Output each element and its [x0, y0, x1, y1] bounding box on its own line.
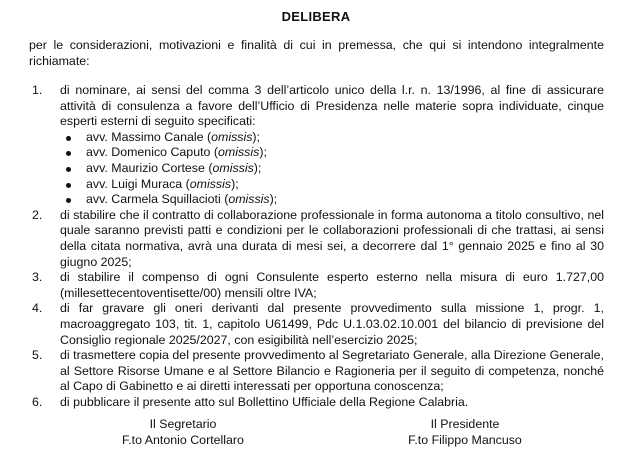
paren-open: (: [220, 192, 229, 207]
list-item: [29, 208, 604, 270]
intro-paragraph: per le considerazioni, motivazioni e finalità di cui in premessa, che qui si intendono integralmente richiamate:: [29, 38, 604, 68]
expert-item: [60, 161, 604, 177]
signature-secretary: [98, 416, 268, 448]
paren-close: );: [231, 176, 239, 191]
expert-list: [60, 130, 604, 208]
expert-item: [60, 192, 604, 208]
omissis-text: omissis: [218, 145, 260, 160]
item-text: di nominare, ai sensi del comma 3 dell’articolo unico della l.r. n. 13/1996, al fine di assicurare attività di consulenza a favore dell’Ufficio di Presidenza nelle materie sopra individuate, cinque esperti esterni di seguito specificati:: [60, 83, 604, 129]
paren-open: (: [210, 145, 219, 160]
signature-name: F.to Antonio Cortellaro: [122, 433, 244, 447]
bullet-icon: [66, 198, 71, 203]
item-text: di stabilire che il contratto di collaborazione professionale in forma autonoma a titolo consultivo, nel quale saranno previsti patti e condizioni per le collaborazioni professionali di che trattasi, ai sensi della citata normativa, avrà una durata di mesi sei, a decorrere dal 1° gennaio 2025 e fino al 30 giugno 2025;: [60, 207, 604, 269]
bullet-icon: [66, 151, 71, 156]
omissis-text: omissis: [212, 160, 254, 175]
expert-item: [60, 130, 604, 146]
paren-open: (: [182, 176, 190, 191]
expert-item: [60, 145, 604, 161]
list-item: [29, 348, 604, 395]
signature-role: Il Segretario: [149, 417, 217, 431]
omissis-text: omissis: [228, 192, 270, 207]
expert-name: avv. Luigi Muraca: [86, 176, 183, 191]
bullet-icon: [66, 183, 71, 188]
item-number: 5.: [32, 348, 43, 363]
item-number: 1.: [32, 83, 43, 97]
expert-item: [60, 177, 604, 193]
resolution-list: [29, 83, 604, 410]
item-text: di pubblicare il presente atto sul Bollettino Ufficiale della Regione Calabria.: [60, 394, 469, 409]
item-text: di stabilire il compenso di ogni Consulente esperto esterno nella misura di euro 1.727,00 (millesettecentoventisette/00) mensili oltre IVA;: [60, 270, 604, 300]
list-item: [29, 83, 604, 208]
signature-name: F.to Filippo Mancuso: [408, 433, 522, 447]
bullet-icon: [66, 136, 71, 141]
item-number: 4.: [32, 301, 43, 316]
list-item: [29, 270, 604, 301]
omissis-text: omissis: [189, 176, 232, 191]
list-item: [29, 395, 604, 411]
paren-open: (: [203, 129, 212, 144]
expert-name: avv. Massimo Canale: [86, 129, 204, 144]
omissis-text: omissis: [211, 129, 253, 144]
signature-president: [380, 416, 550, 448]
item-text: di trasmettere copia del presente provvedimento al Segretariato Generale, alla Direzione Generale, al Settore Risorse Umane e al Settore Bilancio e Ragioneria per il seguito di competenza, nonché al Capo di Gabinetto e ai diretti interessati per opportuna conoscenza;: [60, 348, 604, 394]
expert-name: avv. Carmela Squillacioti: [86, 192, 221, 207]
list-item: [29, 301, 604, 348]
paren-open: (: [204, 160, 213, 175]
item-number: 6.: [32, 394, 43, 409]
paren-close: );: [252, 129, 260, 144]
item-number: 3.: [32, 270, 43, 285]
expert-name: avv. Domenico Caputo: [86, 145, 211, 160]
paren-close: );: [269, 192, 278, 207]
signature-role: Il Presidente: [430, 417, 500, 431]
paren-close: );: [259, 145, 267, 160]
item-text: di far gravare gli oneri derivanti dal presente provvedimento sulla missione 1, progr. 1, macroaggregato 103, tit. 1, capitolo U61499, Pdc U.1.03.02.10.001 del bilancio di previsione del Consiglio regionale 2025/2027, con esigibilità nell’esercizio 2025;: [60, 301, 604, 347]
paren-close: );: [253, 160, 262, 175]
expert-name: avv. Maurizio Cortese: [86, 160, 205, 175]
bullet-icon: [66, 167, 71, 172]
page-title: DELIBERA: [281, 9, 351, 24]
item-number: 2.: [32, 207, 43, 222]
